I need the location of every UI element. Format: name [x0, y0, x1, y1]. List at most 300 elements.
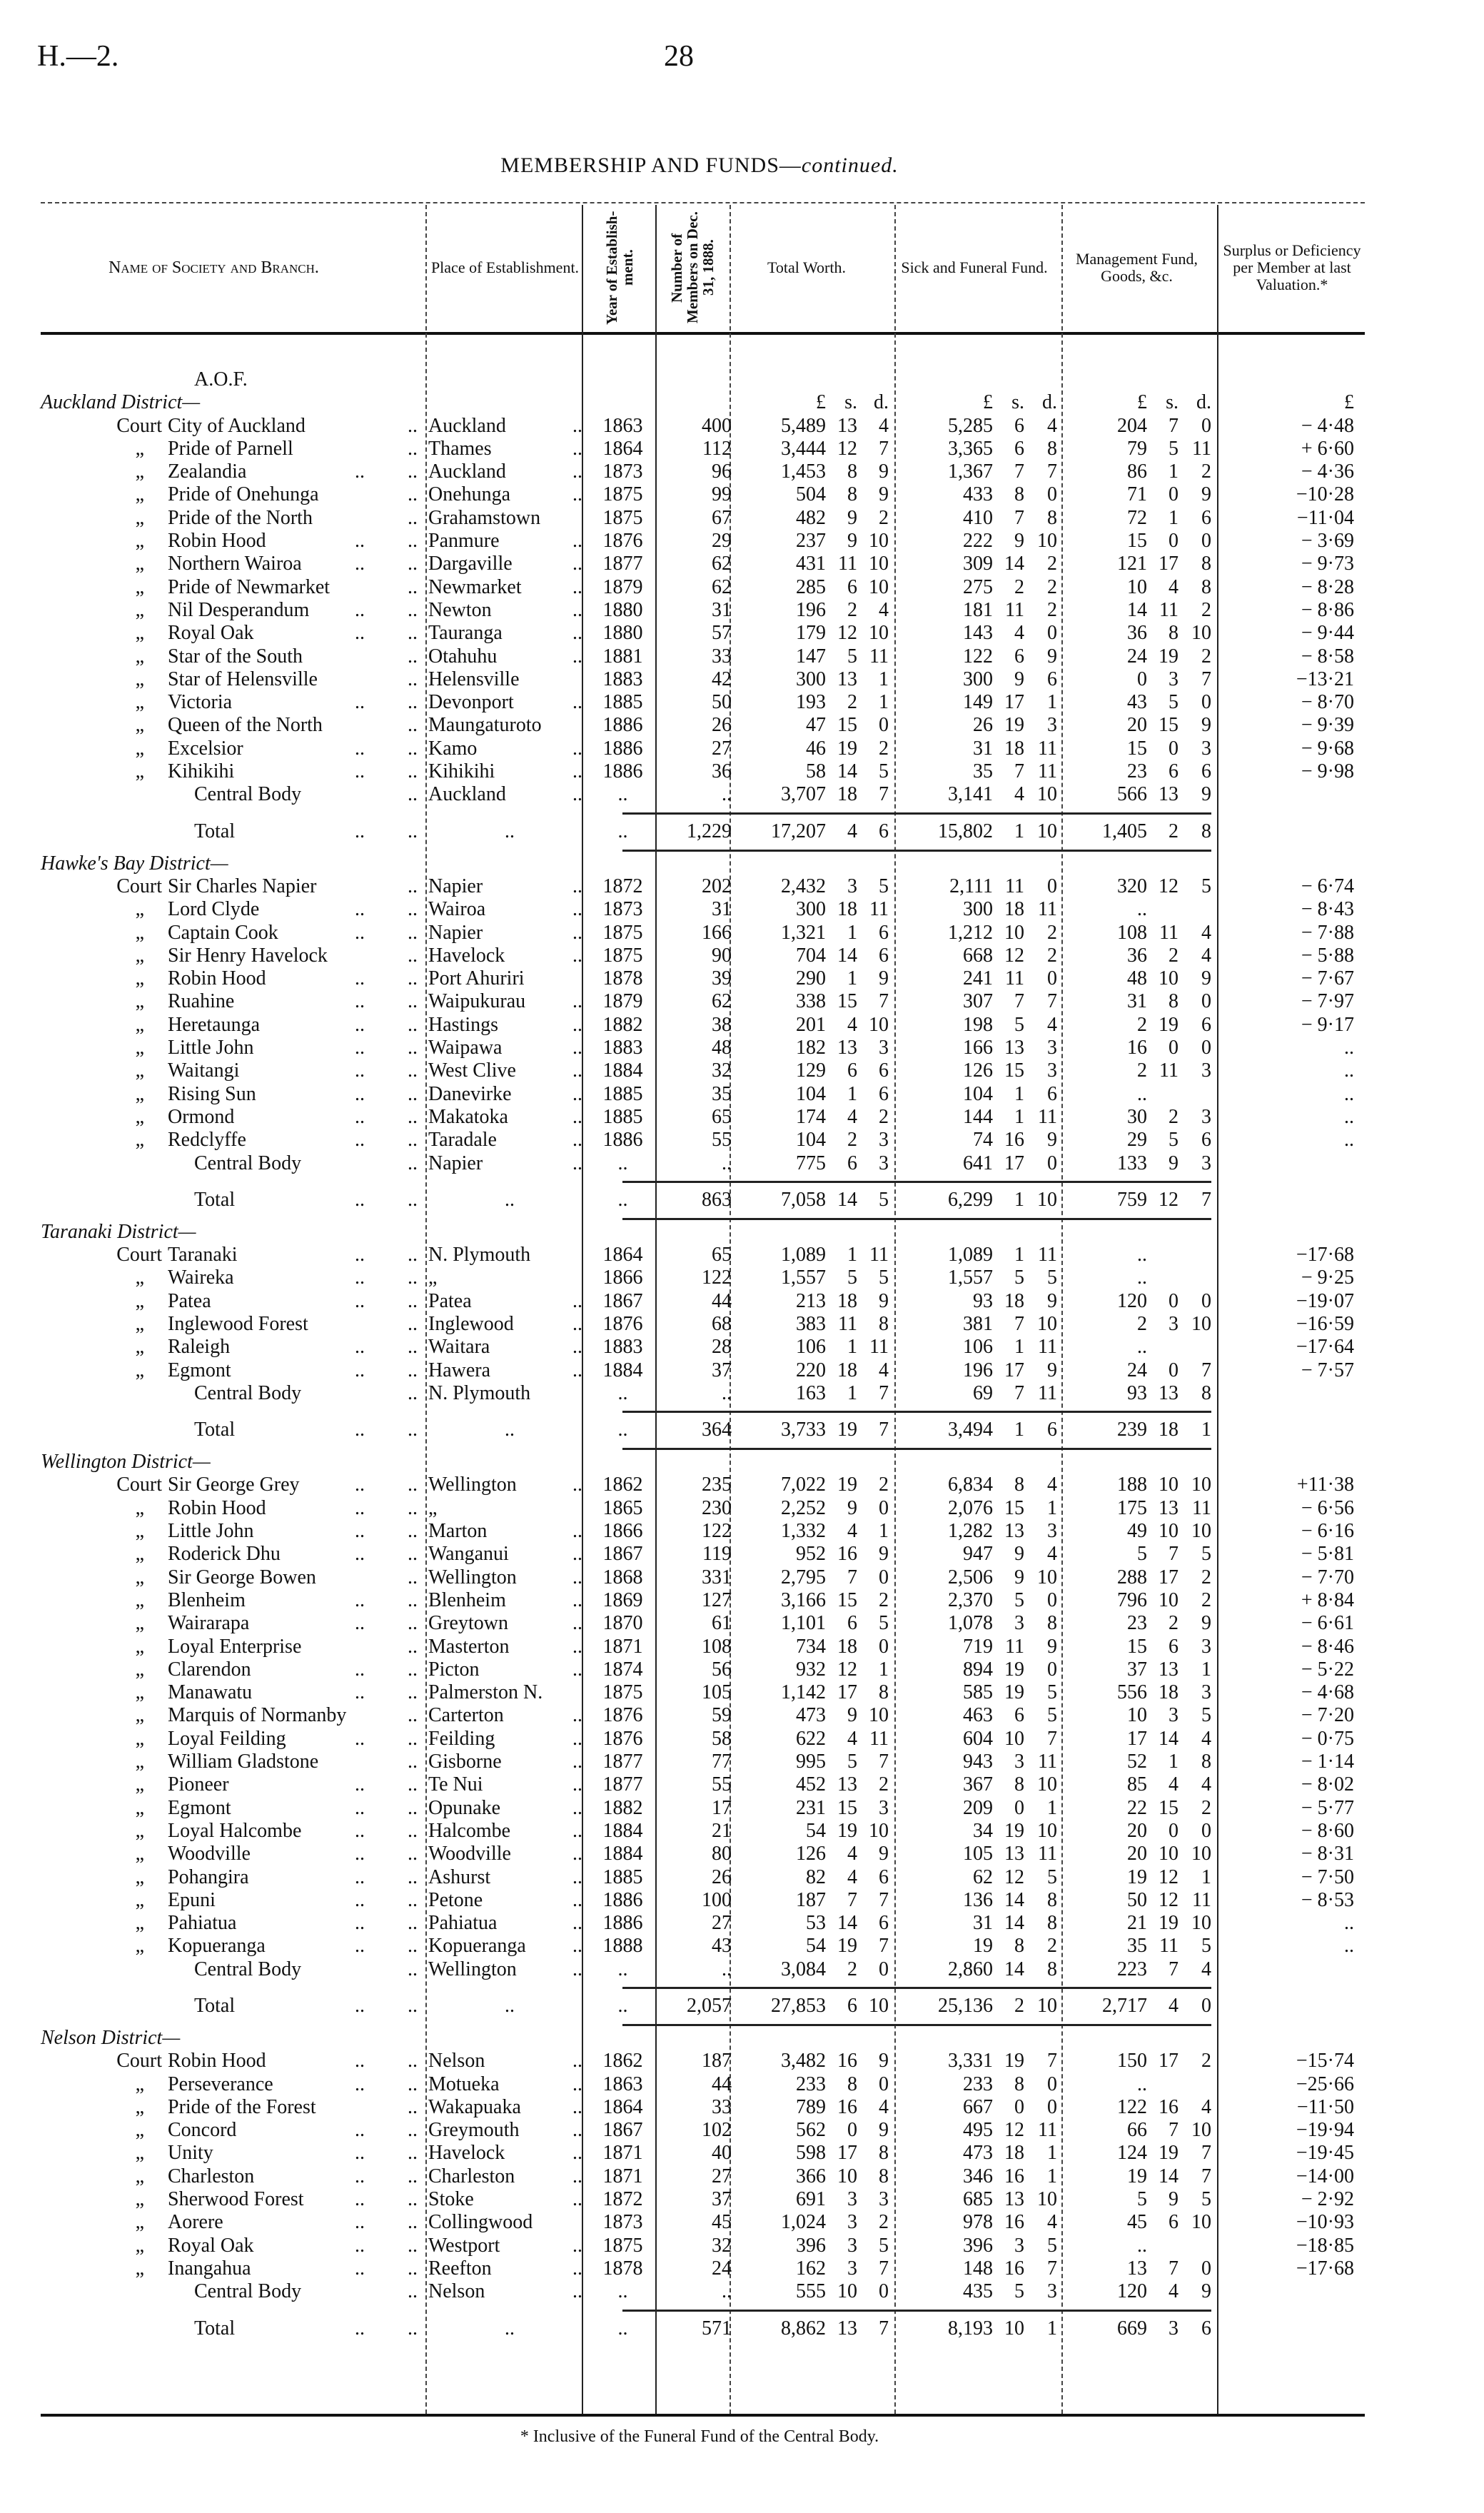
member-count: 32	[712, 2234, 732, 2257]
management-fund-shillings: 18	[1159, 1419, 1178, 1441]
total-worth-pence: 7	[879, 1888, 889, 1911]
member-count: 27	[712, 1912, 732, 1935]
leader-dots: ..	[572, 1152, 582, 1174]
table-row	[41, 760, 1365, 783]
leader-dots: ..	[408, 1496, 418, 1519]
sick-funeral-fund-pence: 2	[1047, 575, 1057, 598]
court-prefix: „	[135, 598, 144, 621]
surplus-deficiency: − 9·73	[1301, 553, 1354, 575]
management-fund-shillings: 0	[1168, 1289, 1178, 1312]
management-fund-shillings: 7	[1168, 2257, 1178, 2280]
year-established: 1879	[602, 990, 643, 1013]
total-worth-pence: 0	[879, 2280, 889, 2303]
total-worth-shillings: 8	[847, 460, 857, 483]
leader-dots: ..	[408, 1129, 418, 1152]
leader-dots: ..	[408, 921, 418, 944]
management-fund-pence: 0	[1201, 1037, 1211, 1059]
table-row	[41, 1704, 1365, 1727]
sick-funeral-fund-pence: 5	[1047, 2234, 1057, 2257]
leader-dots: ..	[355, 1819, 365, 1842]
leader-dots: ..	[408, 1520, 418, 1543]
management-fund-shillings: 19	[1159, 1912, 1178, 1935]
management-fund-shillings: 10	[1159, 1474, 1178, 1496]
leader-dots: ..	[408, 1635, 418, 1658]
total-worth-pounds: 2,432	[781, 875, 826, 897]
management-fund-pence: 0	[1201, 2257, 1211, 2280]
year-established: 1888	[602, 1935, 643, 1958]
sick-funeral-fund-pounds: 166	[963, 1037, 993, 1059]
sick-funeral-fund-shillings: 7	[1014, 760, 1024, 783]
court-prefix: „	[135, 1543, 144, 1566]
branch-name: Raleigh	[168, 1336, 231, 1359]
leader-dots: ..	[572, 1289, 582, 1312]
leader-dots: ..	[572, 1912, 582, 1935]
court-prefix: „	[135, 990, 144, 1013]
place-of-establishment: Reefton	[428, 2257, 492, 2280]
table-row	[41, 1129, 1365, 1152]
leader-dots: ..	[408, 1843, 418, 1865]
central-body-label: Central Body	[194, 1152, 302, 1174]
branch-name: Rising Sun	[168, 1082, 256, 1105]
leader-dots: ..	[408, 1188, 418, 1211]
total-worth-shillings: 7	[847, 1566, 857, 1588]
total-worth-pence: 3	[879, 1129, 889, 1152]
sick-funeral-fund-pounds: 685	[963, 2188, 993, 2211]
member-count: 77	[712, 1751, 732, 1773]
management-fund-pounds: 175	[1117, 1496, 1147, 1519]
sick-funeral-fund-shillings: 0	[1014, 2095, 1024, 2118]
sick-funeral-fund-shillings: 7	[1014, 1381, 1024, 1404]
place-of-establishment: Te Nui	[428, 1773, 483, 1796]
branch-name: Patea	[168, 1289, 211, 1312]
year-established: 1877	[602, 1773, 643, 1796]
total-worth-shillings: 16	[837, 2095, 857, 2118]
court-prefix: „	[135, 944, 144, 967]
management-fund-pence: 10	[1191, 2211, 1211, 2234]
total-worth-pence: 7	[879, 2317, 889, 2340]
leader-dots: ..	[408, 967, 418, 990]
total-worth-pence: 2	[879, 737, 889, 760]
management-fund-pence: 5	[1201, 2188, 1211, 2211]
sick-funeral-fund-pounds: 396	[963, 2234, 993, 2257]
year-established: 1875	[602, 1681, 643, 1704]
total-label: Total	[194, 1419, 236, 1441]
court-prefix: „	[135, 691, 144, 714]
leader-dots: ..	[572, 1658, 582, 1681]
table-row	[41, 990, 1365, 1013]
total-worth-shillings: 19	[837, 737, 857, 760]
district-name: Nelson District—	[41, 2027, 181, 2049]
place-of-establishment: Waipukurau	[428, 990, 526, 1013]
sick-funeral-fund-shillings: 8	[1014, 1935, 1024, 1958]
total-worth-pounds: 233	[796, 2073, 826, 2095]
management-fund-shillings: 14	[1159, 1727, 1178, 1750]
leader-dots: ..	[355, 1496, 365, 1519]
member-count: 37	[712, 1359, 732, 1381]
sick-funeral-fund-pence: 0	[1047, 622, 1057, 645]
management-fund-shillings: 11	[1159, 598, 1178, 621]
leader-dots: ..	[408, 2317, 418, 2340]
court-prefix: „	[135, 1082, 144, 1105]
table-row	[41, 1313, 1365, 1336]
management-fund-shillings: 4	[1168, 2280, 1178, 2303]
total-worth-pounds: 555	[796, 2280, 826, 2303]
sick-funeral-fund-shillings: 17	[1004, 691, 1024, 714]
leader-dots: ..	[572, 1129, 582, 1152]
management-fund-unit-shillings: s.	[1166, 391, 1178, 414]
total-worth-shillings: 17	[837, 1681, 857, 1704]
table-row	[41, 576, 1365, 599]
branch-name: City of Auckland	[168, 414, 306, 437]
total-worth-pence: 1	[879, 668, 889, 690]
table-row	[41, 1681, 1365, 1704]
leader-dots: ..	[572, 1520, 582, 1543]
sick-funeral-fund-pounds: 463	[963, 1704, 993, 1727]
branch-name: Blenheim	[168, 1588, 246, 1611]
sick-funeral-fund-pounds: 667	[963, 2095, 993, 2118]
total-worth-shillings: 7	[847, 1888, 857, 1911]
sick-funeral-fund-shillings: 12	[1004, 944, 1024, 967]
place-of-establishment: „	[428, 1266, 438, 1289]
sick-funeral-fund-shillings: 12	[1004, 2119, 1024, 2142]
total-worth-pence: 0	[879, 714, 889, 737]
place-of-establishment: Woodville	[428, 1843, 511, 1865]
member-count: 55	[712, 1129, 732, 1152]
member-count: 37	[712, 2188, 732, 2211]
total-worth-pounds: 5,489	[781, 414, 826, 437]
management-fund-pounds: 85	[1127, 1773, 1147, 1796]
sick-funeral-fund-pounds: 8,193	[948, 2317, 993, 2340]
total-worth-shillings: 13	[837, 1037, 857, 1059]
total-worth-pounds: 46	[806, 737, 826, 760]
court-prefix: „	[135, 1588, 144, 1611]
leader-dots: ..	[408, 668, 418, 690]
total-worth-pence: 5	[879, 1188, 889, 1211]
total-worth-pence: 10	[869, 1995, 889, 2017]
branch-name: Star of Helensville	[168, 668, 318, 690]
court-prefix: „	[135, 1635, 144, 1658]
year-established: 1866	[602, 1520, 643, 1543]
total-worth-pence: 3	[879, 1037, 889, 1059]
leader-dots: ..	[355, 1865, 365, 1888]
total-worth-unit-pounds: £	[816, 391, 826, 414]
total-worth-pence: 2	[879, 506, 889, 529]
leader-dots: ..	[355, 1658, 365, 1681]
leader-dots: ..	[355, 1888, 365, 1911]
member-count: 48	[712, 1037, 732, 1059]
sick-funeral-fund-shillings: 14	[1004, 1958, 1024, 1980]
sick-funeral-fund-pence: 10	[1037, 1773, 1057, 1796]
leader-dots: ..	[355, 2119, 365, 2142]
total-worth-pence: 10	[869, 575, 889, 598]
court-prefix: „	[135, 1520, 144, 1543]
management-fund-pounds: 120	[1117, 1289, 1147, 1312]
management-fund-pounds: 15	[1127, 1635, 1147, 1658]
member-count: 33	[712, 645, 732, 668]
management-fund-shillings: 6	[1168, 2211, 1178, 2234]
leader-dots: ..	[355, 2050, 365, 2073]
member-count: 119	[702, 1543, 732, 1566]
branch-name: Waireka	[168, 1266, 234, 1289]
total-members: 1,229	[687, 820, 732, 842]
leader-dots: ..	[617, 820, 628, 842]
total-worth-shillings: 9	[847, 1496, 857, 1519]
leader-dots: ..	[408, 1865, 418, 1888]
total-worth-pence: 11	[869, 898, 889, 921]
total-worth-shillings: 19	[837, 1935, 857, 1958]
court-prefix: „	[135, 1796, 144, 1819]
sick-funeral-fund-shillings: 8	[1014, 1474, 1024, 1496]
leader-dots: ..	[408, 1419, 418, 1441]
year-established: 1864	[602, 1244, 643, 1266]
sick-funeral-fund-pence: 0	[1047, 1152, 1057, 1174]
leader-dots: ..	[355, 1037, 365, 1059]
leader-dots: ..	[572, 2257, 582, 2280]
court-prefix: „	[135, 2188, 144, 2211]
place-of-establishment: Maungaturoto	[428, 714, 542, 737]
leader-dots: ..	[572, 921, 582, 944]
total-worth-shillings: 10	[837, 2165, 857, 2187]
total-worth-shillings: 5	[847, 1266, 857, 1289]
place-of-establishment: Palmerston N.	[428, 1681, 543, 1704]
leader-dots: ..	[572, 1359, 582, 1381]
total-worth-pence: 10	[869, 553, 889, 575]
table-row	[41, 1336, 1365, 1359]
management-fund-shillings: 7	[1168, 1958, 1178, 1980]
leader-dots: ..	[408, 760, 418, 783]
place-of-establishment: Wakapuaka	[428, 2095, 521, 2118]
sick-funeral-fund-pence: 11	[1038, 1105, 1057, 1128]
leader-dots: ..	[408, 437, 418, 460]
total-worth-pounds: 162	[796, 2257, 826, 2280]
year-established: 1884	[602, 1843, 643, 1865]
total-worth-shillings: 4	[847, 1727, 857, 1750]
leader-dots: ..	[572, 1751, 582, 1773]
surplus-deficiency: − 8·46	[1301, 1635, 1354, 1658]
district-name: Wellington District—	[41, 1451, 211, 1474]
member-count: 57	[712, 622, 732, 645]
sick-funeral-fund-pounds: 5,285	[948, 414, 993, 437]
table-row	[41, 922, 1365, 945]
branch-name: Lord Clyde	[168, 898, 260, 921]
leader-dots: ..	[355, 1289, 365, 1312]
sick-funeral-fund-pence: 11	[1038, 760, 1057, 783]
sick-funeral-fund-shillings: 9	[1014, 530, 1024, 553]
leader-dots: ..	[572, 2073, 582, 2095]
branch-name: Robin Hood	[168, 967, 266, 990]
leader-dots: ..	[572, 483, 582, 506]
total-worth-pence: 6	[879, 921, 889, 944]
total-worth-shillings: 2	[847, 691, 857, 714]
management-fund-pounds: 5	[1137, 1543, 1147, 1566]
management-fund-unit-pounds: £	[1137, 391, 1147, 414]
table-row	[41, 1728, 1365, 1751]
district-total-row	[41, 807, 1365, 852]
sick-funeral-fund-shillings: 6	[1014, 1704, 1024, 1727]
total-worth-shillings: 3	[847, 2188, 857, 2211]
management-fund-pence: 7	[1201, 2142, 1211, 2165]
management-fund-pounds: 20	[1127, 1843, 1147, 1865]
total-worth-pounds: 47	[806, 714, 826, 737]
sick-funeral-fund-pence: 10	[1037, 1312, 1057, 1335]
sick-funeral-fund-pounds: 947	[963, 1543, 993, 1566]
leader-dots: ..	[572, 414, 582, 437]
header-bottom-rule	[41, 332, 1365, 335]
branch-name: Sir George Grey	[168, 1474, 300, 1496]
table-row	[41, 737, 1365, 760]
court-prefix: „	[135, 1336, 144, 1359]
total-worth-shillings: 1	[847, 967, 857, 990]
management-fund-pence: 5	[1201, 1543, 1211, 1566]
member-count: ..	[722, 1381, 732, 1404]
branch-name: Egmont	[168, 1796, 231, 1819]
court-prefix: „	[135, 1843, 144, 1865]
leader-dots: ..	[572, 1727, 582, 1750]
management-fund-pounds: 31	[1127, 990, 1147, 1013]
sick-funeral-fund-pounds: 719	[963, 1635, 993, 1658]
sick-funeral-fund-shillings: 11	[1005, 1635, 1024, 1658]
year-established: 1876	[602, 530, 643, 553]
court-prefix: „	[135, 460, 144, 483]
management-fund-pounds: 49	[1127, 1520, 1147, 1543]
member-count: 58	[712, 1727, 732, 1750]
year-established: 1884	[602, 1359, 643, 1381]
management-fund-pounds: ..	[1137, 2073, 1147, 2095]
total-worth-pounds: 3,084	[781, 1958, 826, 1980]
sick-funeral-fund-pounds: 275	[963, 575, 993, 598]
header-management: Management Fund, Goods, &c.	[1075, 249, 1198, 285]
sick-funeral-fund-pence: 0	[1047, 1588, 1057, 1611]
management-fund-pence: 9	[1201, 1612, 1211, 1635]
total-worth-pence: 2	[879, 1588, 889, 1611]
total-worth-shillings: 14	[837, 944, 857, 967]
leader-dots: ..	[505, 2317, 515, 2340]
sick-funeral-fund-shillings: 7	[1014, 506, 1024, 529]
table-row	[41, 691, 1365, 714]
surplus-deficiency: − 5·81	[1301, 1543, 1354, 1566]
leader-dots: ..	[355, 1013, 365, 1036]
sick-funeral-fund-pounds: 3,494	[948, 1419, 993, 1441]
leader-dots: ..	[355, 598, 365, 621]
member-count: 99	[712, 483, 732, 506]
leader-dots: ..	[408, 990, 418, 1013]
total-worth-pence: 5	[879, 760, 889, 783]
sick-funeral-fund-pence: 3	[1047, 1037, 1057, 1059]
leader-dots: ..	[408, 645, 418, 668]
management-fund-shillings: 18	[1159, 1681, 1178, 1704]
court-prefix: „	[135, 2165, 144, 2187]
sick-funeral-fund-pounds: 31	[973, 1912, 993, 1935]
place-of-establishment: Havelock	[428, 2142, 505, 2165]
total-worth-shillings: 12	[837, 437, 857, 460]
total-worth-pounds: 1,142	[781, 1681, 826, 1704]
header-place: Place of Establishment.	[430, 258, 580, 276]
table-row	[41, 2073, 1365, 2096]
sick-funeral-fund-shillings: 9	[1014, 1566, 1024, 1588]
place-of-establishment: Waitara	[428, 1336, 490, 1359]
sick-funeral-fund-pence: 6	[1047, 668, 1057, 690]
member-count: 50	[712, 691, 732, 714]
branch-name: Wairarapa	[168, 1612, 250, 1635]
surplus-deficiency: −13·21	[1296, 668, 1354, 690]
sick-funeral-fund-shillings: 18	[1004, 898, 1024, 921]
table-row	[41, 1266, 1365, 1289]
total-worth-shillings: 14	[837, 1912, 857, 1935]
leader-dots: ..	[505, 820, 515, 842]
central-body-row	[41, 1152, 1365, 1175]
leader-dots: ..	[355, 2073, 365, 2095]
total-worth-pence: 11	[869, 645, 889, 668]
leader-dots: ..	[355, 1244, 365, 1266]
sick-funeral-fund-pounds: 34	[973, 1819, 993, 1842]
surplus-deficiency: −17·68	[1296, 2257, 1354, 2280]
place-of-establishment: Napier	[428, 1152, 483, 1174]
sick-funeral-fund-pence: 2	[1047, 1935, 1057, 1958]
sick-funeral-fund-pence: 8	[1047, 1958, 1057, 1980]
member-count: 35	[712, 1082, 732, 1105]
sick-funeral-fund-pounds: 300	[963, 898, 993, 921]
total-worth-pence: 0	[879, 1635, 889, 1658]
total-worth-pence: 7	[879, 1935, 889, 1958]
sick-funeral-fund-pence: 10	[1037, 1995, 1057, 2017]
management-fund-pence: 11	[1192, 437, 1211, 460]
sick-funeral-fund-shillings: 10	[1004, 1727, 1024, 1750]
court-prefix: „	[135, 1935, 144, 1958]
management-fund-pounds: 122	[1117, 2095, 1147, 2118]
table-row	[41, 2257, 1365, 2280]
total-worth-pence: 8	[879, 2165, 889, 2187]
sick-funeral-fund-pence: 5	[1047, 1266, 1057, 1289]
court-prefix: „	[135, 2142, 144, 2165]
leader-dots: ..	[355, 820, 365, 842]
branch-name: Robin Hood	[168, 2050, 266, 2073]
place-of-establishment: Wanganui	[428, 1543, 509, 1566]
management-fund-pounds: 16	[1127, 1037, 1147, 1059]
member-count: 65	[712, 1105, 732, 1128]
total-worth-pence: 9	[879, 483, 889, 506]
branch-name: Nil Desperandum	[168, 598, 310, 621]
sick-funeral-fund-pence: 3	[1047, 1520, 1057, 1543]
sick-funeral-fund-pence: 7	[1047, 1727, 1057, 1750]
sick-funeral-fund-pence: 11	[1038, 1843, 1057, 1865]
sick-funeral-fund-pence: 3	[1047, 1059, 1057, 1082]
management-fund-pounds: 2,717	[1102, 1995, 1147, 2017]
leader-dots: ..	[408, 2234, 418, 2257]
total-worth-pence: 4	[879, 2095, 889, 2118]
sick-funeral-fund-pounds: 346	[963, 2165, 993, 2187]
total-worth-pence: 7	[879, 1419, 889, 1441]
sick-funeral-fund-shillings: 19	[1004, 1819, 1024, 1842]
management-fund-pence: 3	[1201, 1152, 1211, 1174]
sick-funeral-fund-pence: 10	[1037, 1566, 1057, 1588]
sick-funeral-fund-pounds: 1,089	[948, 1244, 993, 1266]
member-count: 67	[712, 506, 732, 529]
management-fund-shillings: 3	[1168, 668, 1178, 690]
management-fund-shillings: 0	[1168, 483, 1178, 506]
total-worth-unit-pence: d.	[874, 391, 889, 414]
sick-funeral-fund-pounds: 6,834	[948, 1474, 993, 1496]
total-worth-pounds: 196	[796, 598, 826, 621]
sick-funeral-fund-pounds: 1,367	[948, 460, 993, 483]
management-fund-pence: 10	[1191, 1474, 1211, 1496]
total-worth-pence: 9	[879, 2050, 889, 2073]
total-worth-pence: 6	[879, 820, 889, 842]
year-established: 1875	[602, 483, 643, 506]
leader-dots: ..	[572, 737, 582, 760]
leader-dots: ..	[408, 2119, 418, 2142]
branch-name: Unity	[168, 2142, 213, 2165]
total-worth-pence: 2	[879, 1773, 889, 1796]
